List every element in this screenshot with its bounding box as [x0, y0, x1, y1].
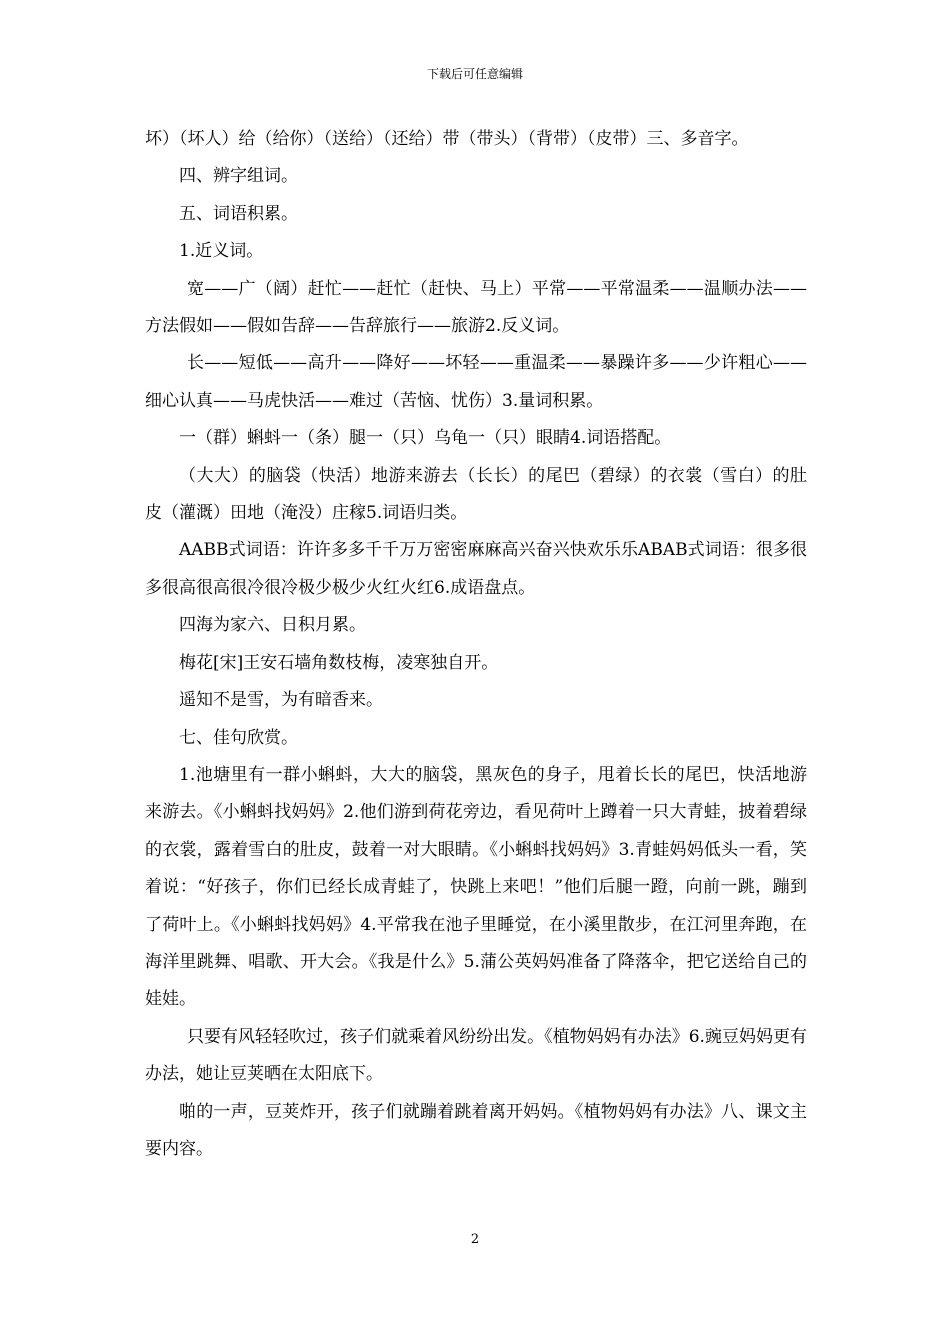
paragraph: 遥知不是雪，为有暗香来。 [179, 690, 383, 711]
paragraph: 1.近义词。 [179, 241, 264, 262]
paragraph: 长——短低——高升——降好——坏轻——重温柔——暴躁许多——少许粗心——细心认真——马虎快活——难过（苦恼、忧伤）3.量词积累。 [145, 353, 807, 411]
paragraph: 四海为家六、日积月累。 [179, 615, 366, 636]
paragraph: 四、辨字组词。 [179, 166, 298, 187]
paragraph: 啪的一声，豆荚炸开，孩子们就蹦着跳着离开妈妈。《植物妈妈有办法》八、课文主要内容。 [145, 1101, 807, 1159]
paragraph: （大大）的脑袋（快活）地游来游去（长长）的尾巴（碧绿）的衣裳（雪白）的肚皮（灌溉）田地（淹没）庄稼5.词语归类。 [145, 465, 807, 524]
page-number: 2 [470, 1232, 480, 1247]
paragraph: AABB式词语：许许多多千千万万密密麻麻高兴奋兴快欢乐乐ABAB式词语：很多很多很高很高很冷很冷极少极少火红火红6.成语盘点。 [145, 540, 807, 598]
paragraph: 1.池塘里有一群小蝌蚪，大大的脑袋，黑灰色的身子，甩着长长的尾巴，快活地游来游去。《小蝌蚪找妈妈》2.他们游到荷花旁边，看见荷叶上蹲着一只大青蛙，披着碧绿的衣裳，露着雪白的肚皮，鼓着一对大眼睛。《小蝌蚪找妈妈》3.青蛙妈妈低头一看，笑着说：“好孩子，你们已经长成青蛙了，快跳上来吧！”他们后腿一蹬，向前一跳，蹦到了荷叶上。《小蝌蚪找妈妈》4.平常我在池子里睡觉，在小溪里散步，在江河里奔跑，在海洋里跳舞、唱歌、开大会。《我是什么》5.蒲公英妈妈准备了降落伞，把它送给自己的娃娃。 [145, 764, 807, 1010]
paragraph: 坏）（坏人）给（给你）（送给）（还给）带（带头）（背带）（皮带）三、多音字。 [145, 129, 749, 149]
paragraph: 一（群）蝌蚪一（条）腿一（只）乌龟一（只）眼睛4.词语搭配。 [179, 428, 672, 449]
paragraph: 梅花[宋]王安石墙角数枝梅，凌寒独自开。 [179, 652, 499, 673]
paragraph: 七、佳句欣赏。 [179, 727, 298, 748]
paragraph: 五、词语积累。 [179, 203, 298, 224]
paragraph: 只要有风轻轻吹过，孩子们就乘着风纷纷出发。《植物妈妈有办法》6.豌豆妈妈更有办法，她让豆荚晒在太阳底下。 [145, 1026, 807, 1085]
document-body [145, 121, 807, 1168]
page-header: 下载后可任意编辑 [426, 67, 523, 81]
paragraph: 宽——广（阔）赶忙——赶忙（赶快、马上）平常——平常温柔——温顺办法——方法假如——假如告辞——告辞旅行——旅游2.反义词。 [145, 278, 807, 337]
